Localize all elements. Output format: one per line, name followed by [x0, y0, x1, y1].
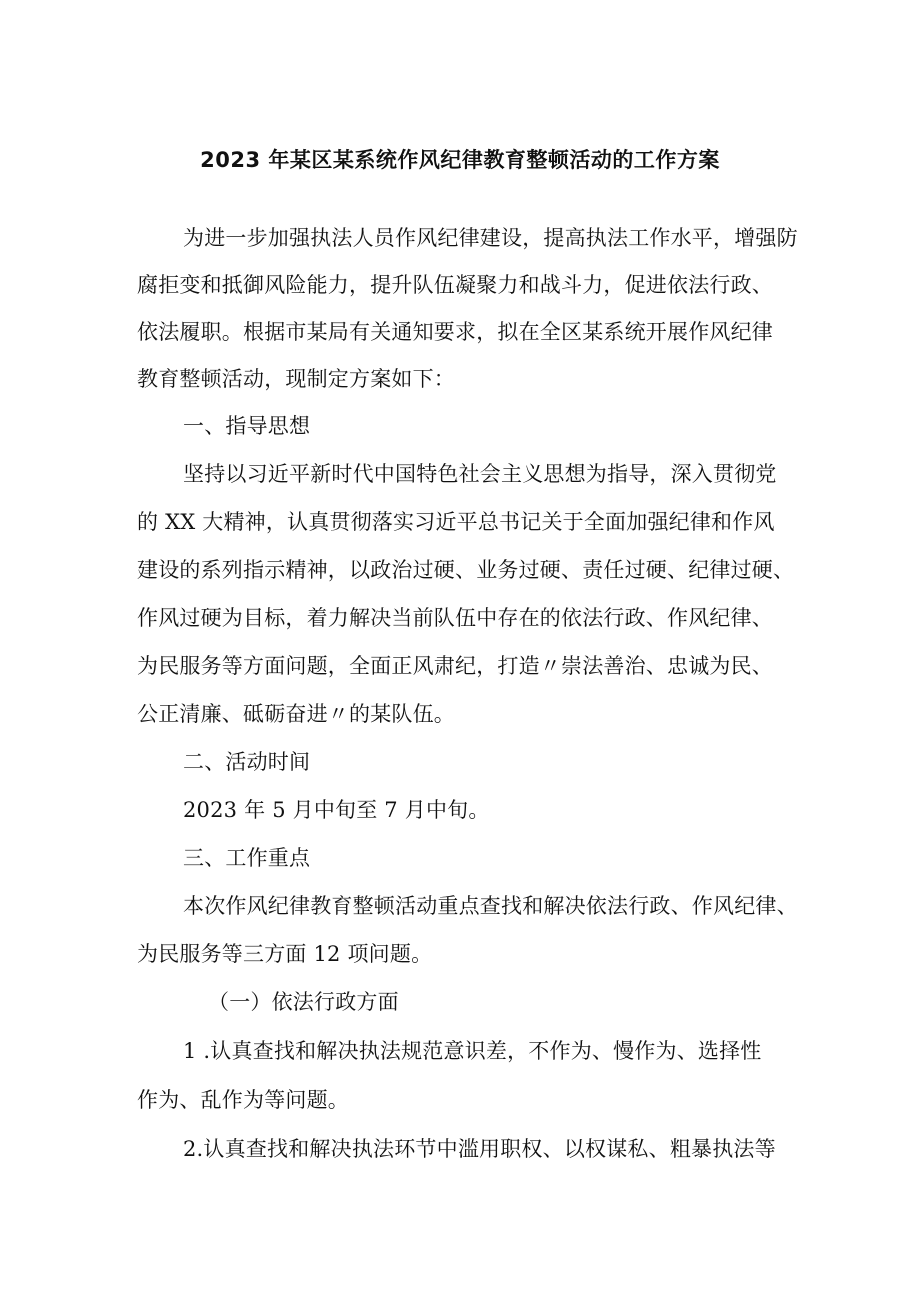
paragraph-line: 为民服务等方面问题，全面正风肃纪，打造〃崇法善治、忠诚为民、: [137, 654, 773, 678]
paragraph-line: 坚持以习近平新时代中国特色社会主义思想为指导，深入贯彻党: [183, 462, 777, 486]
list-item-line: 1 .认真查找和解决执法规范意识差，不作为、慢作为、选择性: [183, 1039, 762, 1063]
section-heading: 一、指导思想: [183, 414, 311, 438]
paragraph-line: 2023 年 5 月中旬至 7 月中旬。: [183, 798, 490, 822]
paragraph-line: 为进一步加强执法人员作风纪律建设，提高执法工作水平，增强防: [183, 226, 798, 250]
section-heading: 二、活动时间: [183, 750, 311, 774]
paragraph-line: 建设的系列指示精神，以政治过硬、业务过硬、责任过硬、纪律过硬、: [137, 558, 795, 582]
paragraph-line: 腐拒变和抵御风险能力，提升队伍凝聚力和战斗力，促进依法行政、: [137, 273, 773, 297]
paragraph-line: 本次作风纪律教育整顿活动重点查找和解决依法行政、作风纪律、: [183, 894, 798, 918]
paragraph-line: 作风过硬为目标，着力解决当前队伍中存在的依法行政、作风纪律、: [137, 606, 773, 630]
paragraph-line: 教育整顿活动，现制定方案如下：: [137, 367, 455, 391]
list-item-line: 2.认真查找和解决执法环节中滥用职权、以权谋私、粗暴执法等: [183, 1137, 776, 1161]
paragraph-line: 为民服务等三方面 12 项问题。: [137, 942, 433, 966]
section-heading: 三、工作重点: [183, 846, 311, 870]
subsection-heading: （一）依法行政方面: [208, 990, 399, 1014]
paragraph-line: 的 XX 大精神，认真贯彻落实习近平总书记关于全面加强纪律和作风: [137, 510, 775, 534]
list-item-line: 作为、乱作为等问题。: [137, 1088, 349, 1112]
document-title: 2023 年某区某系统作风纪律教育整顿活动的工作方案: [200, 148, 720, 172]
paragraph-line: 依法履职。根据市某局有关通知要求，拟在全区某系统开展作风纪律: [137, 320, 773, 344]
paragraph-line: 公正清廉、砥砺奋进〃的某队伍。: [137, 702, 455, 726]
